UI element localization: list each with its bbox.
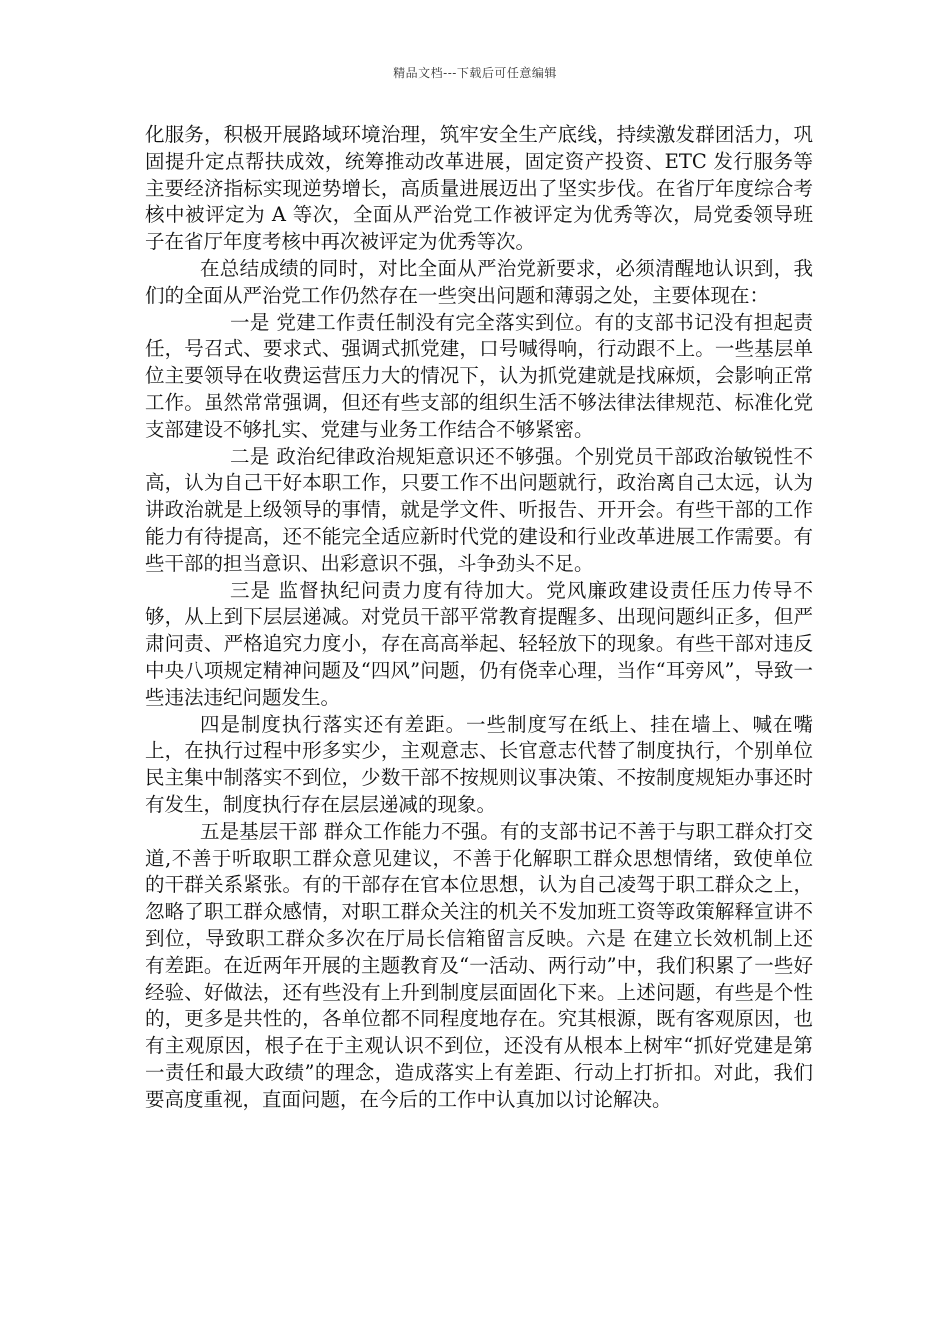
- paragraph-problem-5-6: 五是基层干部 群众工作能力不强。有的支部书记不善于与职工群众打交道,不善于听取职工群众意见建议，不善于化解职工群众思想情绪，致使单位的干群关系紧张。有的干部存在官本位思想，认为自己凌驾于职工群众之上，忽略了职工群众感情，对职工群众关注的机关不发加班工资等政策解释宣讲不到位，导致职工群众多次在厅局长信箱留言反映。六是 在建立长效机制上还有差距。在近两年开展的主题教育及“一活动、两行动”中，我们积累了一些好经验、好做法，还有些没有上升到制度层面固化下来。上述问题，有些是个性的，更多是共性的，各单位都不同程度地存在。究其根源，既有客观原因，也有主观原因，根子在于主观认识不到位，还没有从根本上树牢“抓好党建是第一责任和最大政绩”的理念，造成落实上有差距、行动上打折扣。对此，我们要高度重视，直面问题，在今后的工作中认真加以讨论解决。: [145, 819, 813, 1111]
- document-body: [145, 122, 813, 1113]
- paragraph-problem-2: 二是 政治纪律政治规矩意识还不够强。个别党员干部政治敏锐性不高，认为自己干好本职工作，只要工作不出问题就行，政治离自己太远，认为讲政治就是上级领导的事情，就是学文件、听报告、开开会。有些干部的工作能力有待提高，还不能完全适应新时代党的建设和行业改革进展工作需要。有些干部的担当意识、出彩意识不强，斗争劲头不足。: [145, 444, 813, 575]
- paragraph-problem-3: 三是 监督执纪问责力度有待加大。党风廉政建设责任压力传导不够，从上到下层层递减。对党员干部平常教育提醒多、出现问题纠正多，但严肃问责、严格追究力度小，存在高高举起、轻轻放下的现象。有些干部对违反中央八项规定精神问题及“四风”问题，仍有侥幸心理，当作“耳旁风”，导致一些违法违纪问题发生。: [145, 578, 813, 709]
- paragraph-achievements-continued: 化服务，积极开展路域环境治理，筑牢安全生产底线，持续激发群团活力，巩固提升定点帮扶成效，统筹推动改革进展，固定资产投资、ETC 发行服务等主要经济指标实现逆势增长，高质量进展迈出了坚实步伐。在省厅年度综合考核中被评定为 A 等次，全面从严治党工作被评定为优秀等次，局党委领导班子在省厅年度考核中再次被评定为优秀等次。: [145, 123, 813, 254]
- page-header: 精品文档---下载后可任意编辑: [393, 66, 557, 80]
- paragraph-problem-4: 四是制度执行落实还有差距。一些制度写在纸上、挂在墙上、喊在嘴上，在执行过程中形多实少，主观意志、长官意志代替了制度执行，个别单位民主集中制落实不到位，少数干部不按规则议事决策、不按制度规矩办事还时有发生，制度执行存在层层递减的现象。: [145, 712, 813, 816]
- paragraph-problem-1: 一是 党建工作责任制没有完全落实到位。有的支部书记没有担起责任，号召式、要求式、强调式抓党建，口号喊得响，行动跟不上。一些基层单位主要领导在收费运营压力大的情况下，认为抓党建就是找麻烦，会影响正常工作。虽然常常强调，但还有些支部的组织生活不够法律法律规范、标准化党支部建设不够扎实、党建与业务工作结合不够紧密。: [145, 310, 813, 441]
- paragraph-problems-intro: 在总结成绩的同时，对比全面从严治党新要求，必须清醒地认识到，我们的全面从严治党工作仍然存在一些突出问题和薄弱之处，主要体现在：: [145, 256, 813, 307]
